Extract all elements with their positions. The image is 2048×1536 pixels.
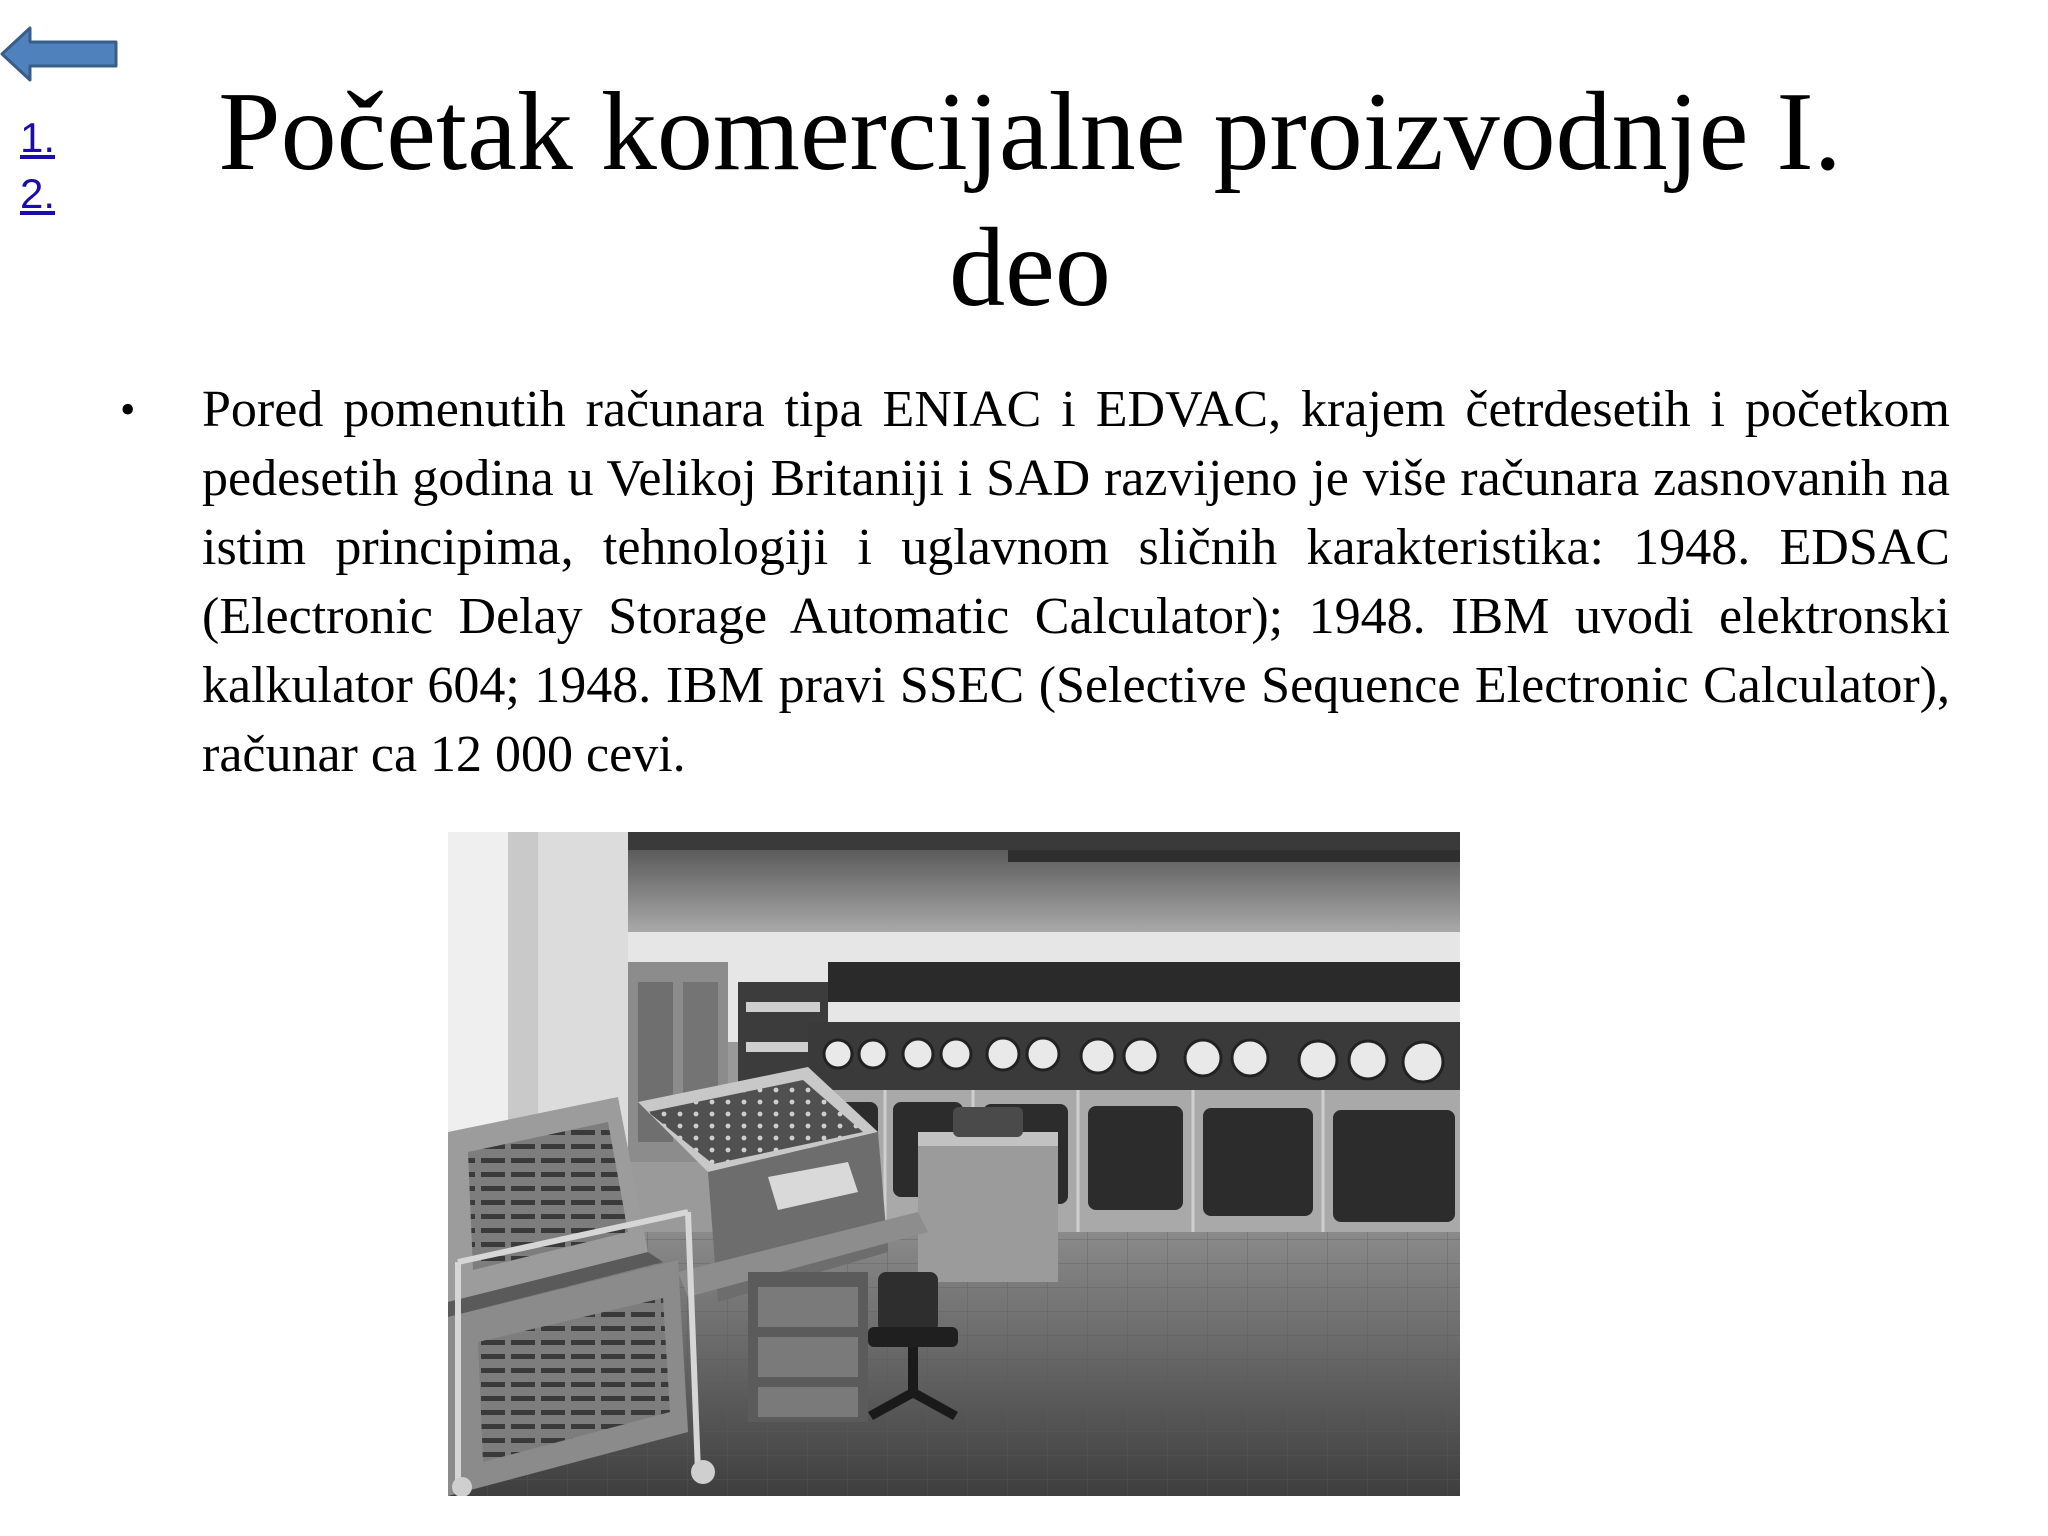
ibm-ssec-photo [448, 832, 1460, 1496]
bullet-item [120, 375, 1950, 789]
bullet-list [120, 375, 1950, 789]
slide-nav-links [20, 110, 55, 222]
back-arrow-icon[interactable] [0, 26, 120, 82]
computer-room-illustration [448, 832, 1460, 1496]
nav-link-2[interactable]: 2. [20, 170, 56, 217]
slide-title: Početak komercijalne proizvodnje I. deo [218, 70, 1842, 330]
bullet-icon: • [120, 385, 136, 434]
bullet-text: Pored pomenutih računara tipa ENIAC i EDVAC, krajem četrdesetih i početkom pedesetih godina u Velikoj Britaniji i SAD razvijeno je više računara zasnovanih na istim principima, tehnologiji i uglavnom sličnih karakteristika: 1948. EDSAC (Electronic Delay Storage Automatic Calculator); 1948. IBM uvodi elektronski kalkulator 604; 1948. IBM pravi SSEC (Selective Sequence Electronic Calculator), računar ca 12 000 cevi. [202, 381, 1950, 783]
nav-link-1[interactable]: 1. [20, 114, 56, 161]
